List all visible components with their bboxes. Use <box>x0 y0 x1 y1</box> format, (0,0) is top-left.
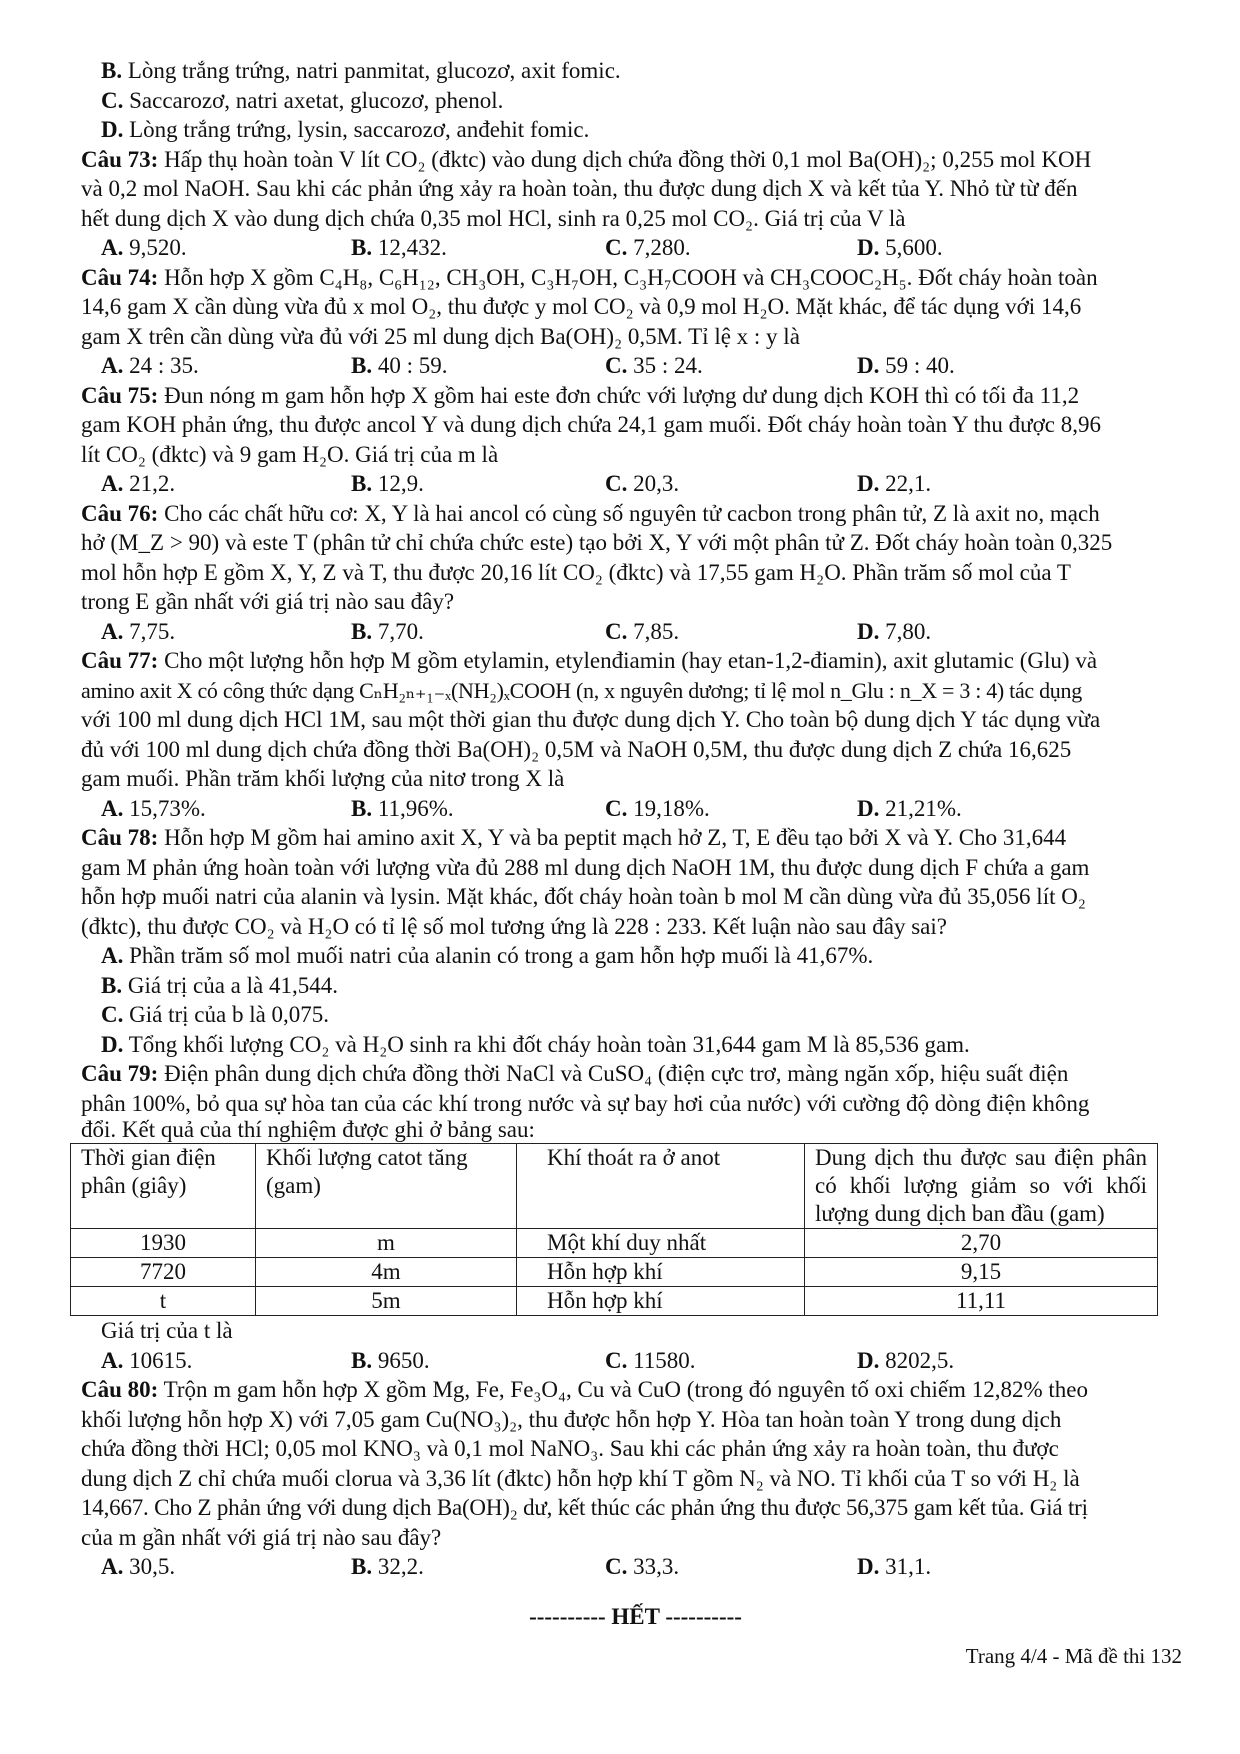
question-label: Câu 80: <box>81 1377 159 1402</box>
answer-d: D. 31,1. <box>857 1554 932 1579</box>
q72-option-c <box>101 86 1190 116</box>
answer-c: C. 33,3. <box>605 1554 680 1579</box>
question-text: (đktc), thu được CO₂ và H₂O có tỉ lệ số mol tương ứng là 228 : 233. Kết luận nào sau đây sai? <box>81 913 947 939</box>
table-cell: 5m <box>256 1287 517 1316</box>
question-text: hết dung dịch X vào dung dịch chứa 0,35 mol HCl, sinh ra 0,25 mol CO₂. Giá trị của V là <box>81 205 906 231</box>
question-78 <box>81 823 1190 1059</box>
q72-option-d <box>101 115 1190 145</box>
question-76 <box>81 499 1190 647</box>
question-text: hỗn hợp muối natri của alanin và lysin. Mặt khác, đốt cháy hoàn toàn b mol M cần dùng vừa đủ 35,056 lít O₂ <box>81 884 1086 909</box>
answer-b: B. 32,2. <box>351 1554 424 1579</box>
answer-a: A. 7,75. <box>101 618 176 644</box>
answer-c: C. 35 : 24. <box>605 353 703 378</box>
table-header-row <box>71 1144 1158 1229</box>
question-text: Đun nóng m gam hỗn hợp X gồm hai este đơn chức với lượng dư dung dịch KOH thì có tối đa 11,2 <box>158 382 1080 408</box>
table-cell: 2,70 <box>805 1229 1158 1258</box>
option-letter: B. <box>101 58 123 83</box>
answer-a: A. 24 : 35. <box>101 353 199 378</box>
table-cell: t <box>71 1287 256 1316</box>
question-text: mol hỗn hợp E gồm X, Y, Z và T, thu được 20,16 lít CO₂ (đktc) và 17,55 gam H₂O. Phần trăm số mol của T <box>81 559 1071 585</box>
option-letter: D. <box>101 117 124 142</box>
answer-row <box>101 233 1190 263</box>
question-text: gam muối. Phần trăm khối lượng của nitơ trong X là <box>81 766 565 791</box>
answer-c: C. Giá trị của b là 0,075. <box>101 1002 330 1027</box>
answer-d: D. 7,80. <box>857 618 932 644</box>
table-cell: 4m <box>256 1258 517 1287</box>
question-text: chứa đồng thời HCl; 0,05 mol KNO₃ và 0,1 mol NaNO₃. Sau khi các phản ứng xảy ra hoàn toàn, thu được <box>81 1436 1059 1461</box>
answer-row <box>101 794 1190 824</box>
table-cell: 1930 <box>71 1229 256 1258</box>
question-73 <box>81 145 1190 263</box>
question-text: 14,6 gam X cần dùng vừa đủ x mol O₂, thu được y mol CO₂ và 0,9 mol H₂O. Mặt khác, để tác dụng với 14,6 <box>81 294 1082 319</box>
question-text: gam M phản ứng hoàn toàn với lượng vừa đủ 288 ml dung dịch NaOH 1M, thu được dung dịch F chứa a gam <box>81 854 1090 880</box>
answer-c: C. 7,280. <box>605 235 691 260</box>
table-cell: 11,11 <box>805 1287 1158 1316</box>
answer-c: C. 7,85. <box>605 618 680 644</box>
question-text: Cho một lượng hỗn hợp M gồm etylamin, etylenđiamin (hay etan-1,2-điamin), axit glutamic (Glu) và <box>158 648 1098 673</box>
question-77 <box>81 646 1190 823</box>
question-label: Câu 73: <box>81 146 159 172</box>
table-row <box>71 1258 1158 1287</box>
answer-b: B. 9650. <box>351 1347 430 1373</box>
option-text: Lòng trắng trứng, lysin, saccarozơ, anđehit fomic. <box>129 117 590 142</box>
question-74 <box>81 263 1190 381</box>
end-mark: ---------- HẾT ---------- <box>529 1603 742 1629</box>
question-text: Giá trị của t là <box>101 1318 233 1343</box>
question-label: Câu 75: <box>81 382 159 408</box>
question-label: Câu 76: <box>81 500 159 526</box>
q72-option-b <box>101 56 1190 86</box>
option-text: Lòng trắng trứng, natri panmitat, glucozơ, axit fomic. <box>127 58 621 83</box>
table-header: Thời gian điện phân (giây) <box>71 1144 256 1229</box>
question-text: Điện phân dung dịch chứa đồng thời NaCl và CuSO₄ (điện cực trơ, màng ngăn xốp, hiệu suất điện <box>158 1061 1069 1086</box>
answer-d: D. 8202,5. <box>857 1347 955 1373</box>
answer-b: B. Giá trị của a là 41,544. <box>101 972 338 998</box>
exam-content <box>81 56 1190 1631</box>
question-text: Trộn m gam hỗn hợp X gồm Mg, Fe, Fe₃O₄, Cu và CuO (trong đó nguyên tố oxi chiếm 12,82% theo <box>158 1377 1088 1402</box>
table-header: Dung dịch thu được sau điện phân có khối lượng giảm so với khối lượng dung dịch ban đầu (gam) <box>805 1144 1158 1229</box>
answer-row <box>101 1346 1190 1376</box>
question-text: và 0,2 mol NaOH. Sau khi các phản ứng xảy ra hoàn toàn, thu được dung dịch X và kết tủa Y. Nhỏ từ từ đến <box>81 176 1078 201</box>
question-text: gam KOH phản ứng, thu được ancol Y và dung dịch chứa 24,1 gam muối. Đốt cháy hoàn toàn Y thu được 8,96 <box>81 412 1101 437</box>
table-header: Khối lượng catot tăng (gam) <box>256 1144 517 1229</box>
answer-b: B. 40 : 59. <box>351 353 448 378</box>
question-text: gam X trên cần dùng vừa đủ với 25 ml dung dịch Ba(OH)₂ 0,5M. Tỉ lệ x : y là <box>81 323 800 349</box>
answer-a: A. 15,73%. <box>101 795 206 821</box>
answer-d: D. 22,1. <box>857 471 932 496</box>
option-letter: C. <box>101 87 124 113</box>
question-text: amino axit X có công thức dạng CₙH₂ₙ₊₁₋ₓ(NH₂)ₓCOOH (n, x nguyên dương; tỉ lệ mol n_Glu : n_X = 3 : 4) tác dụng <box>81 677 1082 703</box>
answer-c: C. 20,3. <box>605 471 680 496</box>
answer-b: B. 11,96%. <box>351 795 454 821</box>
question-text: trong E gần nhất với giá trị nào sau đây? <box>81 589 455 614</box>
answer-a: A. 21,2. <box>101 471 176 496</box>
answer-b: B. 12,432. <box>351 235 447 260</box>
question-text: của m gần nhất với giá trị nào sau đây? <box>81 1524 442 1550</box>
answer-row <box>101 617 1190 647</box>
question-text: Cho các chất hữu cơ: X, Y là hai ancol có cùng số nguyên tử cacbon trong phân tử, Z là axit no, mạch <box>158 500 1100 526</box>
option-text: Saccarozơ, natri axetat, glucozơ, phenol. <box>129 87 504 113</box>
answer-row <box>101 469 1190 499</box>
question-text: phân 100%, bỏ qua sự hòa tan của các khí trong nước và sự bay hơi của nước) với cường độ dòng điện không <box>81 1090 1090 1116</box>
question-label: Câu 78: <box>81 825 159 850</box>
answer-d: D. 59 : 40. <box>857 353 955 378</box>
question-label: Câu 79: <box>81 1061 159 1086</box>
question-text: lít CO₂ (đktc) và 9 gam H₂O. Giá trị của m là <box>81 441 499 467</box>
answer-a: A. 10615. <box>101 1347 193 1373</box>
question-text: khối lượng hỗn hợp X) với 7,05 gam Cu(NO₃)₂, thu được hỗn hợp Y. Hòa tan hoàn toàn Y trong dung dịch <box>81 1406 1062 1432</box>
question-text: hở (M_Z > 90) và este T (phân tử chỉ chứa chức este) tạo bởi X, Y với một phân tử Z. Đốt cháy hoàn toàn 0,325 <box>81 530 1113 555</box>
table-cell: Hỗn hợp khí <box>517 1287 805 1316</box>
question-text: 14,667. Cho Z phản ứng với dung dịch Ba(OH)₂ dư, kết thúc các phản ứng thu được 56,375 gam kết tủa. Giá trị <box>81 1495 1088 1520</box>
question-text: Hỗn hợp X gồm C₄H₈, C₆H₁₂, CH₃OH, C₃H₇OH, C₃H₇COOH và CH₃COOC₂H₅. Đốt cháy hoàn toàn <box>158 264 1098 290</box>
electrolysis-table <box>70 1143 1158 1316</box>
table-row <box>71 1229 1158 1258</box>
answer-d: D. 21,21%. <box>857 795 962 821</box>
table-cell: m <box>256 1229 517 1258</box>
question-text: với 100 ml dung dịch HCl 1M, sau một thời gian thu được dung dịch Y. Cho toàn bộ dung dịch Y tác dụng vừa <box>81 707 1101 732</box>
answer-a: A. 9,520. <box>101 235 187 260</box>
answer-b: B. 7,70. <box>351 618 424 644</box>
answer-b: B. 12,9. <box>351 471 424 496</box>
answer-d: D. 5,600. <box>857 235 943 260</box>
question-80 <box>81 1375 1190 1582</box>
table-cell: 9,15 <box>805 1258 1158 1287</box>
question-label: Câu 77: <box>81 648 159 673</box>
answer-a: A. Phần trăm số mol muối natri của alanin có trong a gam hỗn hợp muối là 41,67%. <box>101 943 874 968</box>
table-cell: Hỗn hợp khí <box>517 1258 805 1287</box>
answer-row <box>101 351 1190 381</box>
answer-c: C. 19,18%. <box>605 795 710 821</box>
table-row <box>71 1287 1158 1316</box>
answer-a: A. 30,5. <box>101 1554 176 1579</box>
answer-d: D. Tổng khối lượng CO₂ và H₂O sinh ra khi đốt cháy hoàn toàn 31,644 gam M là 85,536 gam. <box>101 1031 970 1057</box>
question-text: dung dịch Z chỉ chứa muối clorua và 3,36 lít (đktc) hỗn hợp khí T gồm N₂ và NO. Tỉ khối của T so với H₂ là <box>81 1465 1080 1491</box>
question-label: Câu 74: <box>81 264 159 290</box>
question-75 <box>81 381 1190 499</box>
question-text: Hỗn hợp M gồm hai amino axit X, Y và ba peptit mạch hở Z, T, E đều tạo bởi X và Y. Cho 31,644 <box>158 825 1067 850</box>
question-text: Hấp thụ hoàn toàn V lít CO₂ (đktc) vào dung dịch chứa đồng thời 0,1 mol Ba(OH)₂; 0,255 mol KOH <box>158 146 1092 172</box>
question-text: đổi. Kết quả của thí nghiệm được ghi ở bảng sau: <box>81 1117 535 1142</box>
table-cell: 7720 <box>71 1258 256 1287</box>
question-79 <box>81 1059 1190 1375</box>
question-text: đủ với 100 ml dung dịch chứa đồng thời Ba(OH)₂ 0,5M và NaOH 0,5M, thu được dung dịch Z chứa 16,625 <box>81 736 1072 762</box>
page-footer: Trang 4/4 - Mã đề thi 132 <box>965 1644 1182 1668</box>
table-cell: Một khí duy nhất <box>517 1229 805 1258</box>
answer-c: C. 11580. <box>605 1347 696 1373</box>
answer-row <box>101 1552 1190 1582</box>
table-header: Khí thoát ra ở anot <box>517 1144 805 1229</box>
